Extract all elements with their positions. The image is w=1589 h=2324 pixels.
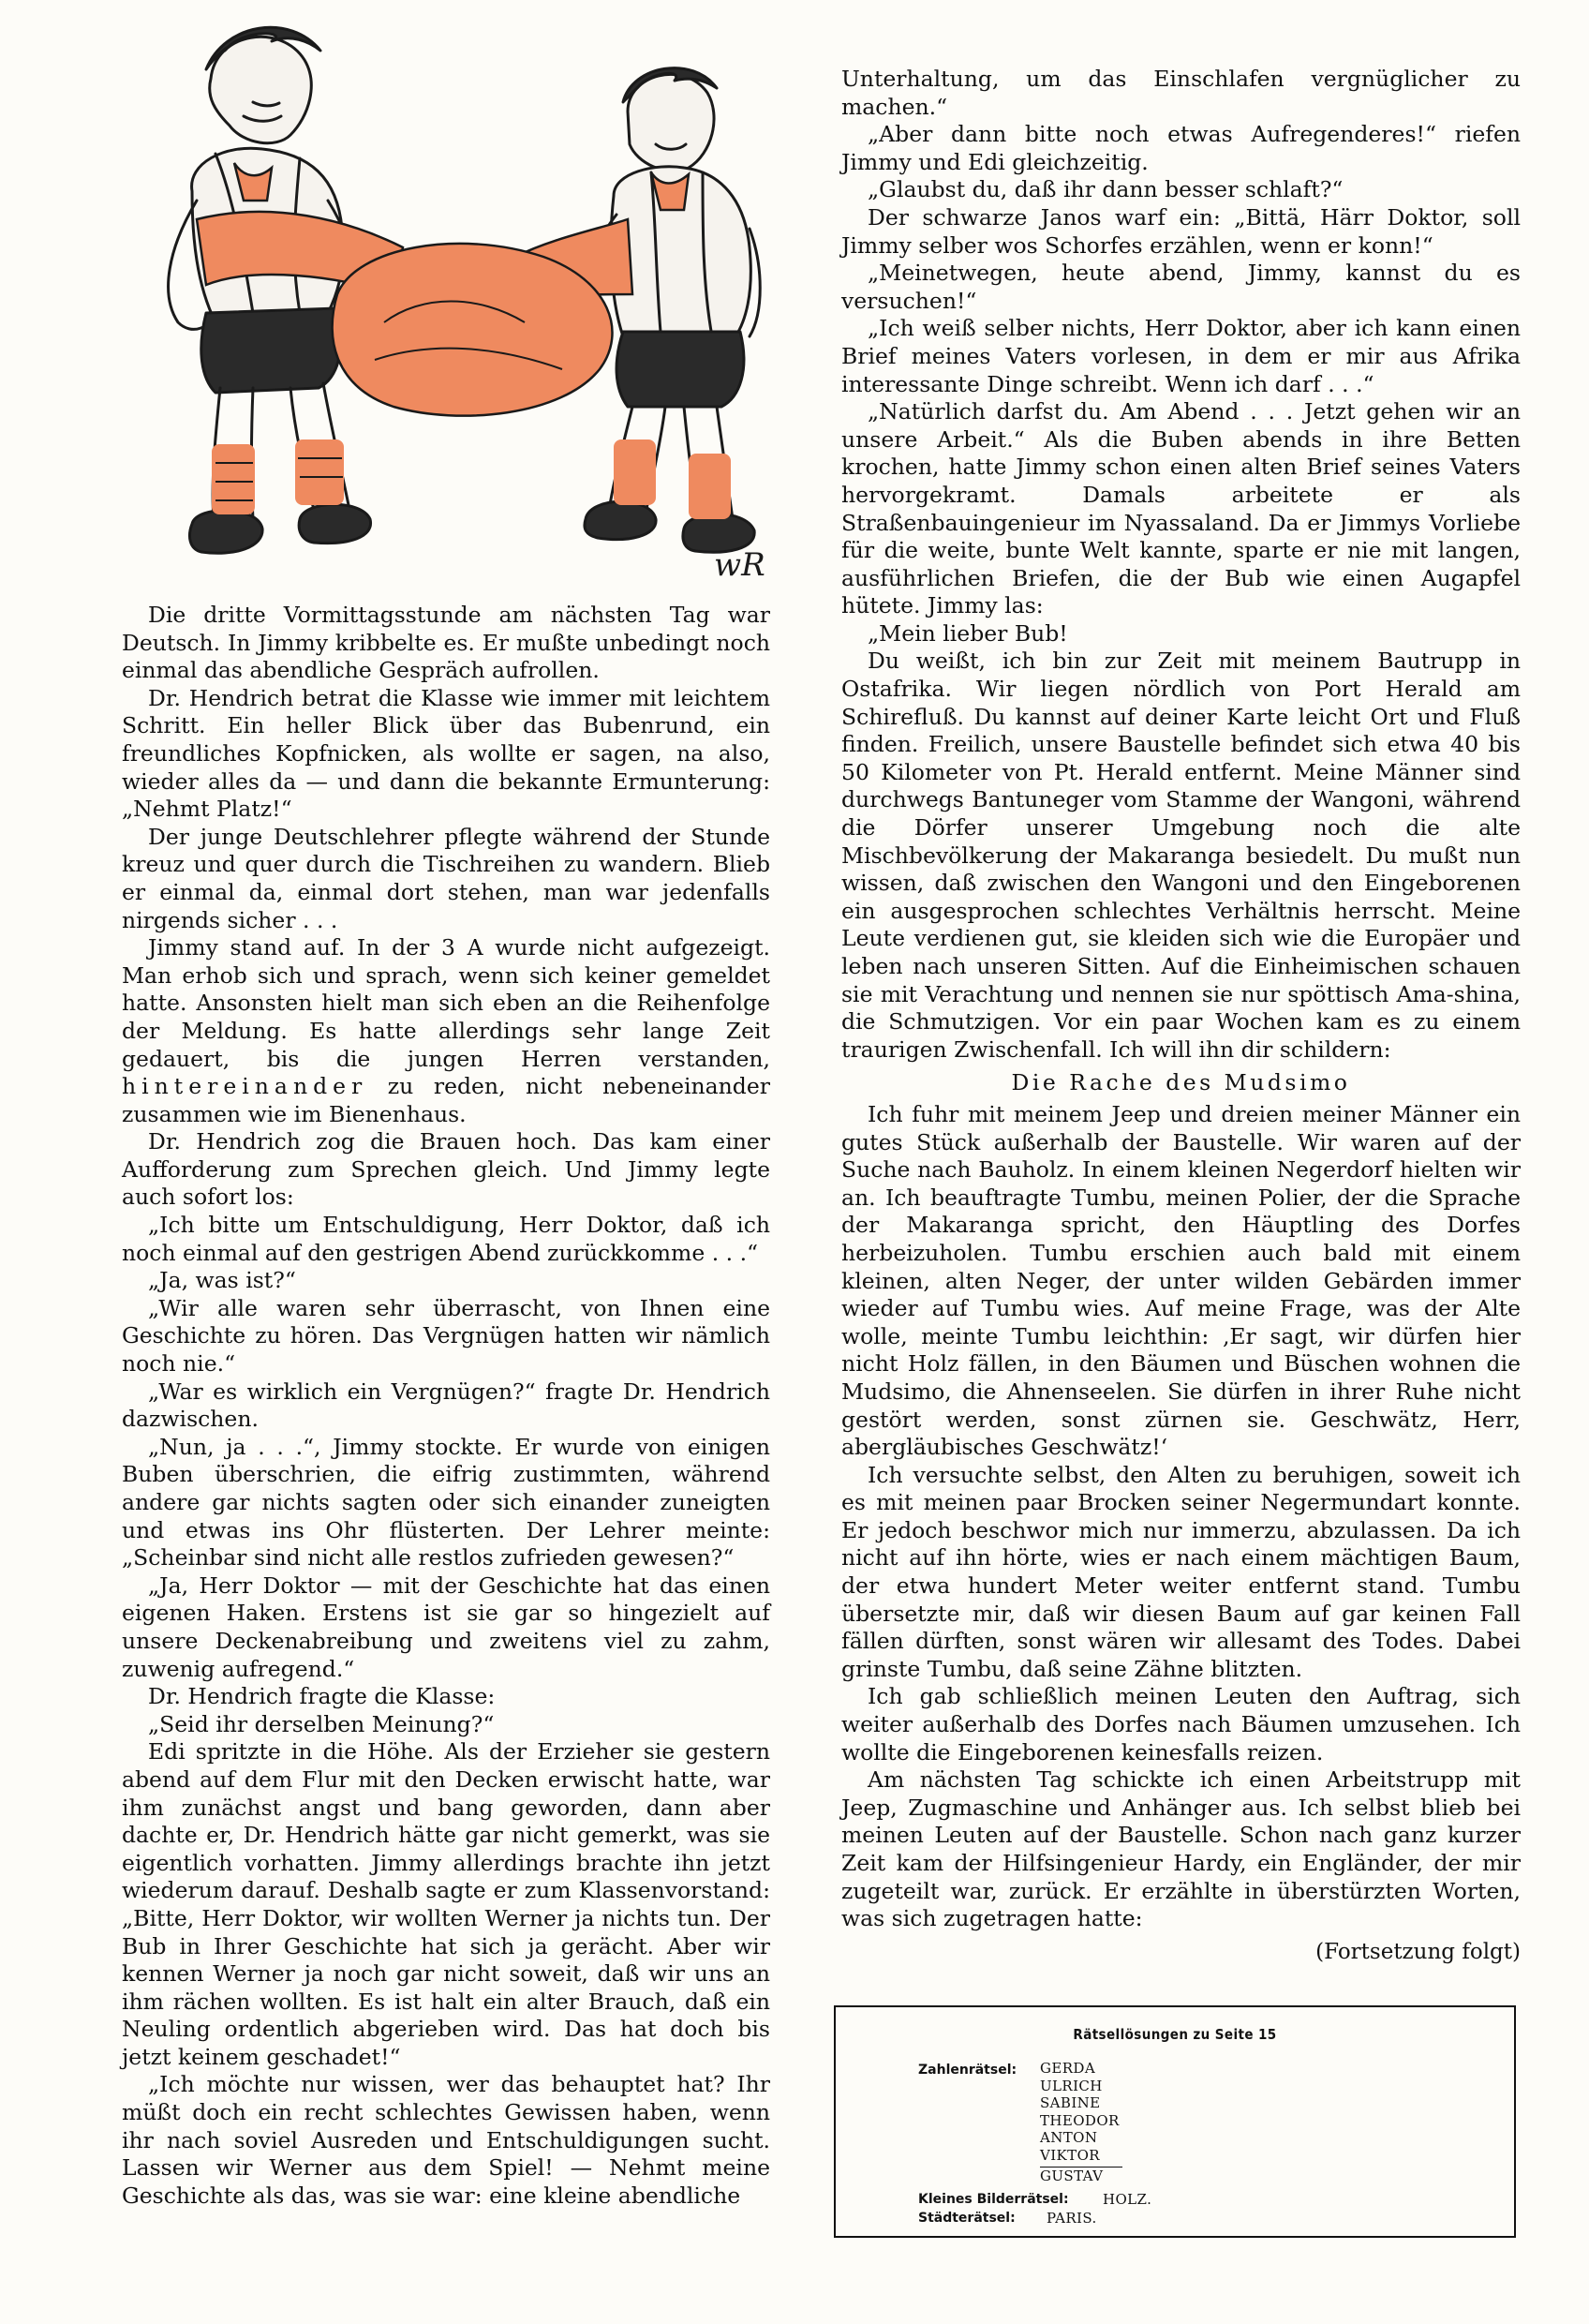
solutions-title: Rätsellösungen zu Seite 15 xyxy=(1073,2026,1277,2043)
spaced-word: hintereinander xyxy=(122,1073,368,1100)
paragraph: „Ich weiß selber nichts, Herr Doktor, aber ich kann einen Brief meines Vaters vorlesen, in dem er mir aus Afrika interessante Dinge schreibt. Wenn ich darf . . .“ xyxy=(841,315,1521,397)
city-puzzle-label: Städterätsel: xyxy=(918,2211,1016,2226)
answer-name: ULRICH xyxy=(1040,2077,1103,2094)
puzzle-solutions-box xyxy=(834,2005,1516,2238)
paragraph: Edi spritzte in die Höhe. Als der Erzieher sie gestern abend auf dem Flur mit den Decken erwischt hatte, war ihm zunächst angst und bang geworden, dann aber dachte er, Dr. Hendrich hätte gar nicht gemerkt, was sie eigentlich vorhatten. Jimmy allerdings brachte ihn jetzt wiederum darauf. Deshalb sagte er zum Klassenvorstand: „Bitte, Herr Doktor, wir wollten Werner ja nichts tun. Der Bub in Ihrer Geschichte hat sich ja gerächt. Aber wir kennen Werner ja noch gar nicht soweit, daß wir uns an ihm rächen wollten. Es ist halt ein alter Brauch, daß ein Neuling ordentlich abgerieben wird. Das hat doch bis jetzt keinem geschadet!“ xyxy=(122,1738,770,2070)
left-text-column xyxy=(122,602,770,2210)
paragraph: „Glaubst du, daß ihr dann besser schlaft?“ xyxy=(868,176,1344,203)
paragraph: „Aber dann bitte noch etwas Aufregenderes!“ riefen Jimmy und Edi gleichzeitig. xyxy=(841,121,1521,175)
picture-puzzle-label: Kleines Bilderrätsel: xyxy=(918,2192,1069,2207)
illustrator-signature: wR xyxy=(714,546,765,584)
paragraph: „Ich möchte nur wissen, wer das behauptet hat? Ihr müßt doch ein recht schlechtes Gewissen haben, wenn ihr nach soviel Ausreden und Entschuldigungen sucht. Lassen wir Werner aus dem Spiel! — Nehmt meine Geschichte als das, was sie war: eine kleine abendliche xyxy=(122,2071,770,2209)
paragraph: „Ja, was ist?“ xyxy=(148,1267,296,1294)
paragraph: Die dritte Vormittagsstunde am nächsten Tag war Deutsch. In Jimmy kribbelte es. Er mußte unbedingt noch einmal das abendliche Gespräch aufrollen. xyxy=(122,602,770,684)
paragraph: Dr. Hendrich zog die Brauen hoch. Das kam einer Aufforderung zum Sprechen gleich. Und Jimmy legte auch sofort los: xyxy=(122,1128,770,1211)
paragraph: „Wir alle waren sehr überrascht, von Ihnen eine Geschichte zu hören. Das Vergnügen hatten wir nämlich noch nie.“ xyxy=(122,1294,770,1378)
paragraph: Der schwarze Janos warf ein: „Bittä, Härr Doktor, soll Jimmy selber wos Schorfes erzählen, wenn er konn!“ xyxy=(841,203,1521,259)
answer-name: THEODOR xyxy=(1040,2111,1120,2129)
answer-name: ANTON xyxy=(1040,2129,1098,2147)
paragraph: Du weißt, ich bin zur Zeit mit meinem Bautrupp in Ostafrika. Wir liegen nördlich von Port Herald am Schirefluß. Du kannst auf deiner Karte leicht Ort und Fluß finden. Freilich, unsere Baustelle befindet sich etwa 40 bis 50 Kilometer von Pt. Herald entfernt. Meine Männer sind durchwegs Bantuneger vom Stamme der Wangoni, während die Dörfer unserer Umgebung noch die alte Mischbevölkerung der Makaranga besiedelt. Du mußt nun wissen, daß zwischen den Wangoni und den Eingeborenen ein ausgesprochen schlechtes Verhältnis herrscht. Meine Leute verdienen gut, sie kleiden sich wie die Europäer und leben nach unseren Sitten. Auf die Einheimischen schauen sie mit Verachtung und nennen sie nur spöttisch Ama-shina, die Schmutzigen. Vor ein paar Wochen kam es zu einem traurigen Zwischenfall. Ich will ihn dir schildern: xyxy=(841,648,1521,1063)
paragraph: „Ja, Herr Doktor — mit der Geschichte hat das einen eigenen Haken. Erstens ist sie gar so hingezielt auf unsere Deckenabreibung und zweitens viel zu zahm, zuwenig aufregend.“ xyxy=(122,1572,770,1682)
paragraph-text: zu reden, nicht nebeneinander zusammen wie im Bienenhaus. xyxy=(122,1073,770,1127)
paragraph: „Meinetwegen, heute abend, Jimmy, kannst du es versuchen!“ xyxy=(841,260,1521,314)
paragraph: Ich fuhr mit meinem Jeep und dreien meiner Männer ein gutes Stück außerhalb der Baustelle. Wir waren auf der Suche nach Bauholz. In einem kleinen Negerdorf hielten wir an. Ich beauftragte Tumbu, meinen Polier, der die Sprache der Makaranga spricht, den Häuptling des Dorfes herbeizuholen. Tumbu erschien auch bald mit einem kleinen, alten Neger, der unter wilden Gebärden immer wieder auf Tumbu wies. Auf meine Frage, was der Alte wolle, meinte Tumbu leichthin: ‚Er sagt, wir dürfen hier nicht Holz fällen, in den Bäumen und Büschen wohnen die Mudsimo, die Ahnenseelen. Sie dürfen in ihrer Ruhe nicht gestört werden, sonst zürnen sie. Geschwätz, Herr, abergläubisches Geschwätz!‘ xyxy=(841,1100,1521,1461)
number-puzzle-answers xyxy=(1040,2060,1122,2184)
number-puzzle-label: Zahlenrätsel: xyxy=(918,2063,1017,2078)
paragraph: Ich gab schließlich meinen Leuten den Auftrag, sich weiter außerhalb des Dorfes nach Bäumen umzusehen. Ich wollte die Eingeborenen keinesfalls reizen. xyxy=(841,1683,1521,1765)
paragraph-text: Jimmy stand auf. In der 3 A wurde nicht aufgezeigt. Man erhob sich und sprach, wenn sich keiner gemeldet hatte. Ansonsten hielt man sich eben an die Reihenfolge der Meldung. Es hatte allerdings sehr lange Zeit gedauert, bis die jungen Herren verstanden, xyxy=(122,934,770,1072)
answer-name: SABINE xyxy=(1040,2094,1101,2112)
city-puzzle-answer: PARIS. xyxy=(1047,2210,1097,2227)
paragraph: Unterhaltung, um das Einschlafen vergnüglicher zu machen.“ xyxy=(841,66,1521,120)
paragraph: Ich versuchte selbst, den Alten zu beruhigen, soweit ich es mit meinen paar Brocken seiner Negermundart konnte. Er jedoch beschwor mich nur immerzu, abzulassen. Da ich nicht auf ihn hörte, wies er nach einem mächtigen Baum, der etwa hundert Meter weiter entfernt stand. Tumbu übersetzte mir, daß wir diesen Baum auf gar keinen Fall fällen dürften, sonst wären wir allesamt des Todes. Dabei grinste Tumbu, daß seine Zähne blitzten. xyxy=(841,1461,1521,1682)
right-text-column xyxy=(841,66,1521,1966)
boys-carrying-bundle-illustration xyxy=(103,13,782,605)
picture-puzzle-answer: HOLZ. xyxy=(1103,2191,1152,2208)
answer-name: GERDA xyxy=(1040,2060,1096,2077)
paragraph: Dr. Hendrich betrat die Klasse wie immer mit leichtem Schritt. Ein heller Blick über das Bubenrund, ein freundliches Kopfnicken, als wollte er sagen, na also, wieder alles da — und dann die bekannte Ermunterung: „Nehmt Platz!“ xyxy=(122,684,770,823)
answer-name: VIKTOR xyxy=(1040,2146,1100,2164)
paragraph: „Natürlich darfst du. Am Abend . . . Jetzt gehen wir an unsere Arbeit.“ Als die Buben abends in ihre Betten krochen, hatte Jimmy schon einen alten Brief seines Vaters hervorgekramt. Damals arbeitete er als Straßenbauingenieur im Nyassaland. Da er Jimmys Vorliebe für die weite, bunte Welt kannte, sparte er nie mit langen, ausführlichen Briefen, die der Bub wie einen Augapfel hütete. Jimmy las: xyxy=(841,398,1521,619)
paragraph: Dr. Hendrich fragte die Klasse: xyxy=(148,1683,496,1710)
continued-note: (Fortsetzung folgt) xyxy=(1315,1939,1521,1964)
answer-result: GUSTAV xyxy=(1040,2167,1104,2184)
paragraph: „War es wirklich ein Vergnügen?“ fragte Dr. Hendrich dazwischen. xyxy=(122,1378,770,1433)
paragraph xyxy=(122,934,770,1128)
paragraph: Am nächsten Tag schickte ich einen Arbeitstrupp mit Jeep, Zugmaschine und Anhänger aus. Ich selbst blieb bei meinen Leuten auf der Baustelle. Schon nach ganz kurzer Zeit kam der Hilfsingenieur Hardy, ein Engländer, der mir zugeteilt war, zurück. Er erzählte in überstürzten Worten, was sich zugetragen hatte: xyxy=(841,1766,1521,1932)
paragraph: „Ich bitte um Entschuldigung, Herr Doktor, daß ich noch einmal auf den gestrigen Abend zurückkomme . . .“ xyxy=(122,1212,770,1266)
story-subheading: Die Rache des Mudsimo xyxy=(1011,1069,1351,1096)
paragraph: Der junge Deutschlehrer pflegte während der Stunde kreuz und quer durch die Tischreihen zu wandern. Blieb er einmal da, einmal dort stehen, man war jedenfalls nirgends sicher . . . xyxy=(122,823,770,933)
paragraph: „Mein lieber Bub! xyxy=(868,619,1068,647)
paragraph: „Nun, ja . . .“, Jimmy stockte. Er wurde von einigen Buben überschrien, die eifrig zustimmten, während andere gar nichts sagten oder sich einander zuneigten und etwas ins Ohr flüsterten. Der Lehrer meinte: „Scheinbar sind nicht alle restlos zufrieden gewesen?“ xyxy=(122,1433,770,1572)
paragraph: „Seid ihr derselben Meinung?“ xyxy=(148,1710,495,1737)
